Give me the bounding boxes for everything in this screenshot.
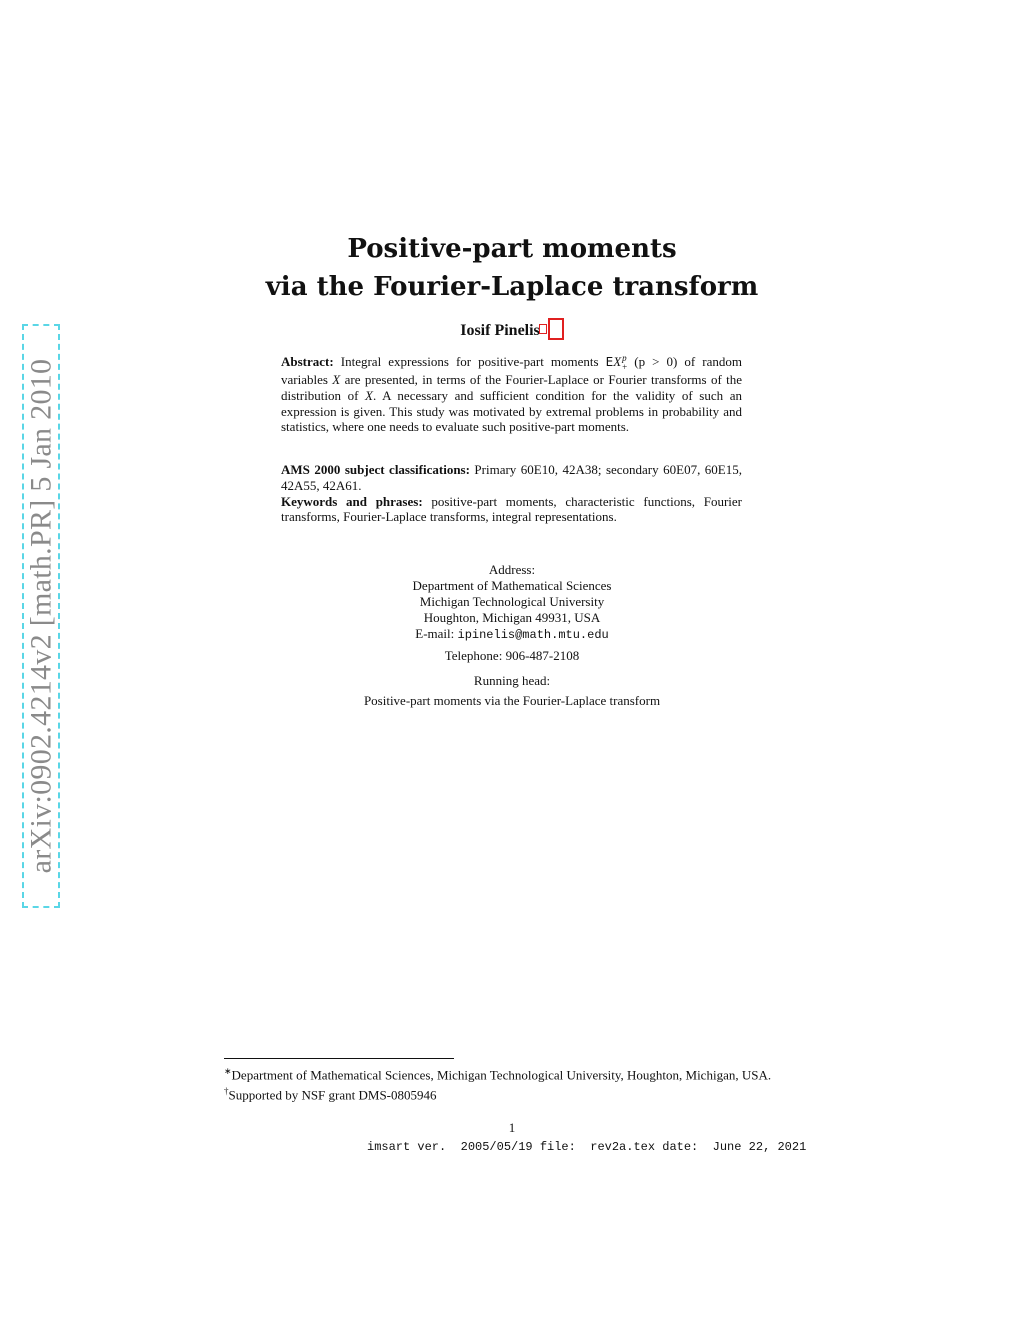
imsart-footer: imsart ver. 2005/05/19 file: rev2a.tex date: June 22, 2021 xyxy=(367,1140,807,1154)
author-line xyxy=(0,322,1024,344)
address-line-3: Houghton, Michigan 49931, USA xyxy=(423,610,601,625)
expectation-operator: E xyxy=(605,355,614,369)
keywords-paragraph xyxy=(281,494,742,526)
ams-paragraph xyxy=(281,462,742,494)
ams-label: AMS 2000 subject classifications: xyxy=(281,462,470,477)
footnote-link-icon[interactable] xyxy=(539,324,547,334)
address-heading: Address: xyxy=(488,562,536,577)
footnote-2 xyxy=(224,1083,798,1103)
math-sub-plus: + xyxy=(622,362,628,373)
title-line-2: via the Fourier-Laplace transform xyxy=(265,272,759,302)
math-var-x-3: X xyxy=(365,387,373,403)
abstract xyxy=(281,354,742,435)
footnote-rule xyxy=(224,1058,454,1059)
math-var-x: X xyxy=(613,354,622,369)
address-line-2: Michigan Technological University xyxy=(419,594,605,609)
abstract-text-c: are presented, in terms of the Fourier-Laplace or Fourier transforms of the distribution of xyxy=(281,372,743,403)
email-line xyxy=(0,626,1024,643)
title-line-1: Positive-part moments xyxy=(347,234,677,264)
address-line-1: Department of Mathematical Sciences xyxy=(412,578,612,593)
footnotes xyxy=(224,1063,798,1104)
arxiv-identifier: arXiv:0902.4214v2 [math.PR] 5 Jan 2010 xyxy=(24,358,58,874)
paper-title xyxy=(0,230,1024,306)
page-number: 1 xyxy=(508,1120,516,1135)
footnote-2-text: Supported by NSF grant DMS-0805946 xyxy=(228,1087,437,1103)
keywords-text: positive-part moments, characteristic functions, Fourier transforms, Fourier-Laplace transforms, integral representations. xyxy=(281,493,742,525)
address-block xyxy=(0,562,1024,709)
email-label: E-mail: xyxy=(415,626,458,641)
ams-text: Primary 60E10, 42A38; secondary 60E07, 60E15, 42A55, 42A61. xyxy=(281,462,742,493)
running-head-label: Running head: xyxy=(473,673,551,688)
abstract-label: Abstract: xyxy=(281,354,334,369)
keywords-label: Keywords and phrases: xyxy=(281,493,423,509)
footnote-1 xyxy=(224,1063,798,1083)
footnote-1-text: Department of Mathematical Sciences, Michigan Technological University, Houghton, Michigan, USA. xyxy=(231,1067,772,1083)
author-name: Iosif Pinelis xyxy=(460,322,540,339)
footnote-link-icon-2[interactable] xyxy=(548,318,564,340)
telephone: Telephone: 906-487-2108 xyxy=(444,648,580,663)
footnote-1-mark: ∗ xyxy=(224,1066,232,1076)
running-head: Positive-part moments via the Fourier-Laplace transform xyxy=(363,693,661,708)
math-sup-p: p xyxy=(622,353,627,364)
abstract-text-a: Integral expressions for positive-part moments xyxy=(333,354,606,369)
email-link[interactable]: ipinelis@math.mtu.edu xyxy=(457,628,609,642)
abstract-text-b: (p > 0) of random variables xyxy=(281,354,742,388)
classifications xyxy=(281,462,742,525)
footnote-2-mark: † xyxy=(224,1086,229,1097)
math-var-x-2: X xyxy=(332,372,341,388)
abstract-text-d: . A necessary and sufficient condition for the validity of such an expression is given. This study was motivated by extremal problems in probability and statistics, where one needs to evaluate such positive-part moments. xyxy=(281,387,742,435)
